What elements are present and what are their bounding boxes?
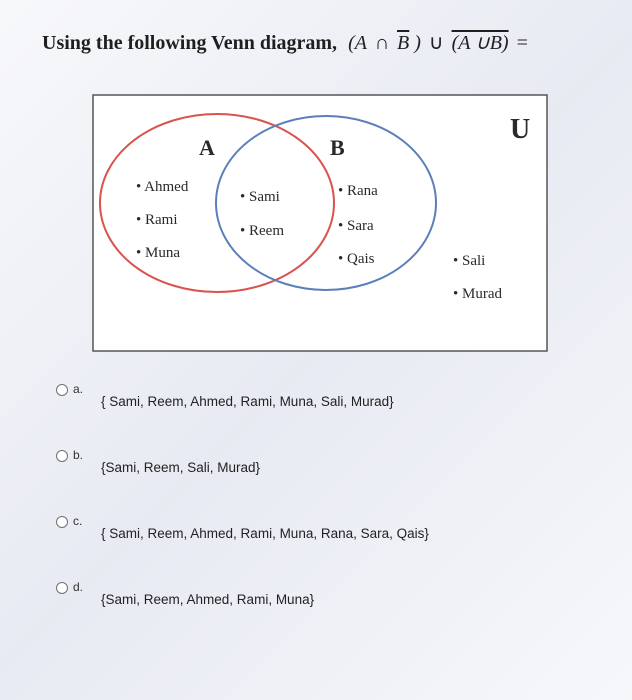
member-a-only-2: • Rami: [136, 212, 178, 228]
option-d-text: {Sami, Reem, Ahmed, Rami, Muna}: [101, 592, 315, 607]
expr-open: (A: [348, 32, 367, 54]
option-c-text: { Sami, Reem, Ahmed, Rami, Muna, Rana, Sara, Qais}: [101, 526, 429, 541]
option-d-letter: d.: [73, 580, 84, 594]
member-b-only-2: • Sara: [338, 218, 374, 234]
option-b[interactable]: [56, 448, 576, 488]
member-outside-1: • Sali: [453, 253, 486, 269]
expr-close: ): [414, 32, 421, 54]
option-a-letter: a.: [73, 382, 84, 396]
set-b-label: B: [330, 135, 345, 160]
member-a-only-1: • Ahmed: [136, 179, 189, 195]
option-d[interactable]: [56, 580, 576, 620]
member-b-only-3: • Qais: [338, 251, 375, 267]
member-a-and-b-2: • Reem: [240, 223, 284, 239]
member-a-and-b-1: • Sami: [240, 189, 280, 205]
intersection-symbol: ∩: [374, 32, 390, 54]
option-b-radio[interactable]: [56, 450, 68, 462]
b-complement: $\overline{B}$: [397, 32, 410, 54]
venn-svg: [92, 94, 548, 352]
option-c[interactable]: [56, 514, 576, 554]
option-c-radio[interactable]: [56, 516, 68, 528]
member-a-only-3: • Muna: [136, 245, 180, 261]
union-complement: (A ∪B): [451, 32, 509, 54]
question-prefix: Using the following Venn diagram,: [42, 32, 338, 54]
member-outside-2: • Murad: [453, 286, 502, 302]
option-a-radio[interactable]: [56, 384, 68, 396]
option-a-text: { Sami, Reem, Ahmed, Rami, Muna, Sali, Murad}: [101, 394, 394, 409]
venn-diagram: [92, 94, 548, 352]
union-symbol: ∪: [428, 32, 444, 54]
set-expression: [348, 32, 531, 54]
universe-label: U: [510, 114, 531, 145]
set-a-label: A: [199, 135, 215, 160]
equals-sign: =: [516, 32, 528, 54]
member-b-only-1: • Rana: [338, 183, 378, 199]
option-b-text: {Sami, Reem, Sali, Murad}: [101, 460, 261, 475]
option-c-letter: c.: [73, 514, 83, 528]
option-a[interactable]: [56, 382, 576, 422]
question-text: [42, 30, 531, 55]
option-d-radio[interactable]: [56, 582, 68, 594]
option-b-letter: b.: [73, 448, 84, 462]
